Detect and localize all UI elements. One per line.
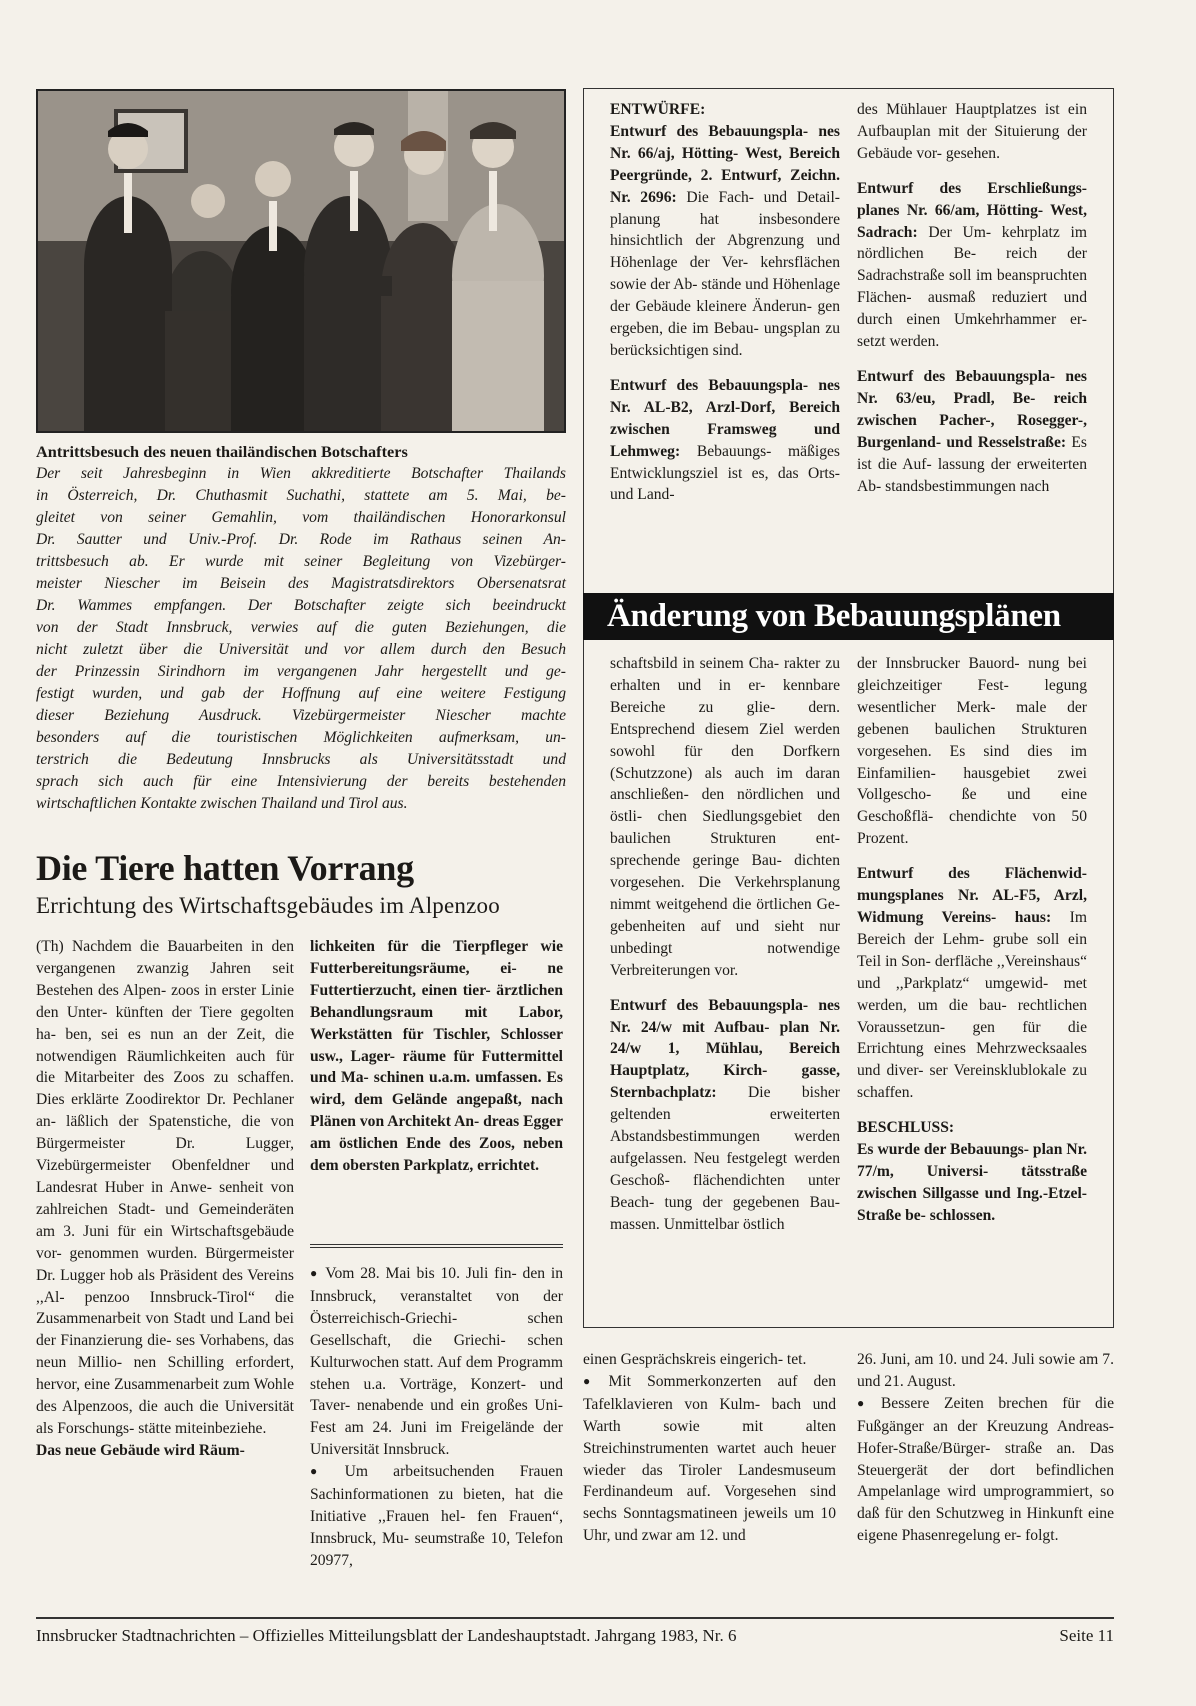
caption-line: in Österreich, Dr. Chuthasmit Suchathi, stattete am 5. Mai, be- (36, 487, 566, 504)
entry-paragraph (610, 995, 840, 1236)
article-headline: Die Tiere hatten Vorrang (36, 848, 414, 888)
caption-line: von der Stadt Innsbruck, verwies auf die guten Beziehungen, die (36, 619, 566, 636)
entry-paragraph: der Innsbrucker Bauord- nung bei gleichzeitiger Fest- legung wesentlicher Merk- male der gebenen baulichen Strukturen vorgesehen. Es sind dies im Einfamilien- hausgebiet zwei Vollgescho- ße und eine Geschoßflä- chendichte von 50 Prozent. (857, 655, 1087, 848)
entry-text: Die bisher geltenden erweiterten Abstandsbestimmungen werden aufgelassen. Neu festgelegt werden Geschoß- flächendichten unter Beach- tung der gegebenen Bau- massen. Unmittelbar östlich (610, 1084, 840, 1233)
article-subhead: Errichtung des Wirtschaftsgebäudes im Alpenzoo (36, 893, 500, 918)
caption-line: nicht zuletzt über die Universität und vor allem durch den Besuch (36, 641, 566, 658)
caption-line: wirtschaftlichen Kontakte zwischen Thailand und Tirol aus. (36, 795, 408, 812)
caption-line: trittsbesuch ab. Er wurde mit seiner Begleitung von Vizebürger- (36, 553, 566, 570)
caption-line: festigt wurden, und gab der Hoffnung auf eine weitere Festigung (36, 685, 566, 702)
entry-title: Entwurf des Erschließungs- planes Nr. 66/am, Hötting- West, Sadrach: (857, 179, 1087, 241)
entry-title: Entwurf des Bebauungspla- nes Nr. 24/w mit Aufbau- plan Nr. 24/w 1, Mühlau, Bereich Hauptplatz, Kirch- gasse, Sternbachplatz: (610, 996, 840, 1102)
notices-col2 (583, 1349, 836, 1547)
entry-title: Entwurf des Bebauungspla- nes Nr. AL-B2, Arzl-Dorf, Bereich zwischen Framsweg und Lehmweg: (610, 376, 840, 460)
section-heading: ENTWÜRFE: (610, 101, 706, 118)
photo-caption (36, 441, 566, 815)
notice-item (310, 1461, 563, 1572)
notice-item (310, 1263, 563, 1461)
entry-paragraph (857, 863, 1087, 1104)
entry-title: Entwurf des Flächenwid- mungsplanes Nr. AL-F5, Arzl, Widmung Vereins- haus: (857, 865, 1087, 926)
notice-text: Um arbeitsuchenden Frauen Sachinformationen zu bieten, hat die Initiative ,,Frauen hel- fen Frauen“, Innsbruck, Mu- seumstraße 10, Telefon 20977, (310, 1463, 563, 1569)
resolution-heading: BESCHLUSS: (857, 1119, 955, 1137)
entry-text: Es ist die Auf- lassung der erweiterten Ab- standsbestimmungen nach (857, 433, 1087, 495)
entry-paragraph (857, 366, 1087, 497)
caption-line: gleitet von seiner Gemahlin, vom thailändischen Honorarkonsul (36, 509, 566, 526)
caption-title: Antrittsbesuch des neuen thailändischen Botschafters (36, 442, 408, 461)
notice-text: Bessere Zeiten brechen für die Fußgänger an der Kreuzung Andreas-Hofer-Straße/Bürger- straße an. Das Steuergerät der dort befindlichen Ampelanlage wird umprogrammiert, so daß für den Schutzweg in Hinkunft eine eigene Phasenregelung er- folgt. (857, 1394, 1115, 1545)
caption-line: dieser Beziehung Ausdruck. Vizebürgermeister Niescher machte (36, 707, 566, 724)
bullet-icon (310, 1463, 345, 1480)
article-col2 (310, 936, 563, 1177)
notice-item (857, 1393, 1114, 1547)
article-bold-tail: Das neue Gebäude wird Räum- (36, 1441, 245, 1459)
notice-text: Mit Sommerkonzerten auf den Tafelklavieren von Kulm- bach und Warth sowie mit alten Streichinstrumenten wartet auch heuer wieder das Tiroler Landesmuseum Ferdinandeum auf. Vorgesehen sind sechs Sonntagsmatineen jeweils um 10 Uhr, und zwar am 12. und (583, 1372, 836, 1545)
caption-line: besonders auf die touristischen Möglichkeiten aufmerksam, un- (36, 729, 566, 746)
entry-title: Entwurf des Bebauungspla- nes Nr. 66/aj, Hötting- West, Bereich Peergründe, 2. Entwurf, Zeichn. Nr. 2696: (610, 122, 840, 206)
caption-line: Dr. Wammes empfangen. Der Botschafter zeigte sich beeindruckt (36, 597, 566, 614)
resolution-text: Es wurde der Bebauungs- plan Nr. 77/m, Universi- tätsstraße zwischen Sillgasse und Ing.-Etzel-Straße be- schlossen. (857, 1141, 1087, 1224)
caption-line: Der seit Jahresbeginn in Wien akkreditierte Botschafter Thailands (36, 465, 566, 482)
group-photo (36, 89, 566, 433)
entry-text: Bebauungs- mäßiges Entwicklungsziel ist es, das Orts- und Land- (610, 442, 840, 504)
caption-line: Dr. Sautter und Univ.-Prof. Dr. Rode im Rathaus seinen An- (36, 531, 566, 548)
footer-rule (36, 1617, 1114, 1619)
caption-line: der Prinzessin Sirindhorn im vergangenen Jahr hergestellt und ge- (36, 663, 566, 680)
section-banner: Änderung von Bebauungsplänen (583, 593, 1114, 640)
notice-item (583, 1371, 836, 1547)
article-body: (Th) Nachdem die Bauarbeiten in den vergangenen zwanzig Jahren seit Bestehen des Alpen- zoos in erster Linie den Unter- künften der Tiere gegolten ha- ben, sei es nun an der Zeit, die notwendigen Räumlichkeiten auch für die Mitarbeiter des Zoos zu schaffen. Dies erklärte Zoodirektor Dr. Pechlaner an- läßlich der Spatenstiche, die von Bürgermeister Dr. Lugger, Vizebürgermeister Obenfeldner und Landesrat Huber in Anwe- senheit von zahlreichen Stadt- und Gemeinderäten am 3. Juni für ein Wirtschaftsgebäude vor- genommen wurden. Bürgermeister Dr. Lugger hob als Präsident des Vereins ,,Al- penzoo Innsbruck-Tirol“ die Zusammenarbeit von Stadt und Land bei der Finanzierung die- ses Vorhabens, das neun Millio- nen Schilling erfordert, hervor, eine Zusammenarbeit zum Wohle des Alpenzoos, die auch die Universität als Forschungs- stätte miteinbeziehe. (36, 938, 294, 1437)
notice-continued: einen Gesprächskreis eingerich- tet. (583, 1351, 807, 1368)
box-bottom-col2 (857, 653, 1087, 1227)
box-top-col1 (610, 99, 840, 506)
entry-text: Die Fach- und Detail- planung hat insbesondere hinsichtlich der Abgrenzung und Höhenlage der Ver- kehrsflächen sowie der Ab- stände und Höhenlage der Gebäude kleinere Änderun- gen ergeben, die im Bebau- ungsplan zu berücksichtigen sind. (610, 188, 840, 359)
article-bold-body: lichkeiten für die Tierpfleger wie Futterbereitungsräume, ei- ne Futtertierzucht, einen tier- ärztlichen Behandlungsraum mit Labor, Werkstätten für Tischler, Schlosser usw., Lager- räume für Futtermittel und Ma- schinen u.a.m. umfassen. Es wird, dem Gelände angepaßt, nach Plänen von Architekt An- dreas Egger am östlichen Ende des Zoos, neben dem obersten Parkplatz, errichtet. (310, 938, 563, 1175)
entry-title: Entwurf des Bebauungspla- nes Nr. 63/eu, Pradl, Be- reich zwischen Pacher-, Rosegger-, Burgenland- und Resselstraße: (857, 367, 1087, 451)
entry-paragraph: schaftsbild in seinem Cha- rakter zu erhalten und in er- kennbare Bereiche zu glie- dern. Entsprechend diesem Ziel werden sowohl für den Dorfkern (Schutzzone) als auch im daran anschließen- den nördlichen und östli- chen Siedlungsgebiet den baulichen Strukturen ent- sprechende geringe Bau- dichten vorgesehen. Die Verkehrsplanung nimmt weitgehend die örtlichen Ge- gebenheiten auf und sieht nur unbedingt notwendige Verbreiterungen vor. (610, 655, 840, 979)
article-col1 (36, 936, 294, 1462)
entry-text: Im Bereich der Lehm- grube soll ein Teil in Son- derfläche ,,Vereinshaus“ und ,,Parkplatz“ umgewid- met werden, um die bau- rechtlichen Voraussetzun- gen für die Errichtung eines Mehrzwecksaales und diver- ser Vereinsklublokale zu schaffen. (857, 908, 1087, 1102)
caption-line: sprach sich auch für eine Intensivierung der bereits bestehenden (36, 773, 566, 790)
notice-text: Vom 28. Mai bis 10. Juli fin- den in Innsbruck, veranstaltet von der Österreichisch-Griechi- schen Gesellschaft, die Griechi- schen Kulturwochen statt. Auf dem Programm stehen u.a. Vorträge, Konzert- und Taver- nenabende und ein großes Uni- Fest am 24. Juni im Freigelände der Universität Innsbruck. (310, 1265, 564, 1459)
notice-continued: 26. Juni, am 10. und 24. Juli sowie am 7. und 21. August. (857, 1351, 1114, 1390)
caption-line: terstrich die Bedeutung Innsbrucks als Universitätsstadt und (36, 751, 566, 768)
page-footer (36, 1625, 1114, 1647)
entry-paragraph: des Mühlauer Hauptplatzes ist ein Aufbauplan mit der Situierung der Gebäude vor- gesehen. (857, 101, 1087, 162)
double-rule (310, 1244, 563, 1248)
bullet-icon (310, 1265, 325, 1282)
bullet-icon (857, 1395, 881, 1412)
page-number: Seite 11 (1059, 1626, 1114, 1645)
footer-publication: Innsbrucker Stadtnachrichten – Offizielles Mitteilungsblatt der Landeshauptstadt. Jahrgang 1983, Nr. 6 (36, 1626, 737, 1645)
entry-paragraph (610, 375, 840, 506)
caption-text (36, 463, 566, 815)
box-bottom-col1 (610, 653, 840, 1236)
entry-text: Der Um- kehrplatz im nördlichen Be- reich der Sadrachstraße soll im beanspruchten Flächen- ausmaß reduziert und durch einen Umkehrhammer er- setzt werden. (857, 223, 1087, 351)
notices-col1 (310, 1263, 563, 1572)
entry-paragraph (610, 121, 840, 362)
entry-paragraph (857, 178, 1087, 353)
box-top-col2 (857, 99, 1087, 497)
notices-col3 (857, 1349, 1114, 1547)
caption-line: meister Niescher im Beisein des Magistratsdirektors Obersenatsrat (36, 575, 566, 592)
bullet-icon (583, 1373, 608, 1390)
